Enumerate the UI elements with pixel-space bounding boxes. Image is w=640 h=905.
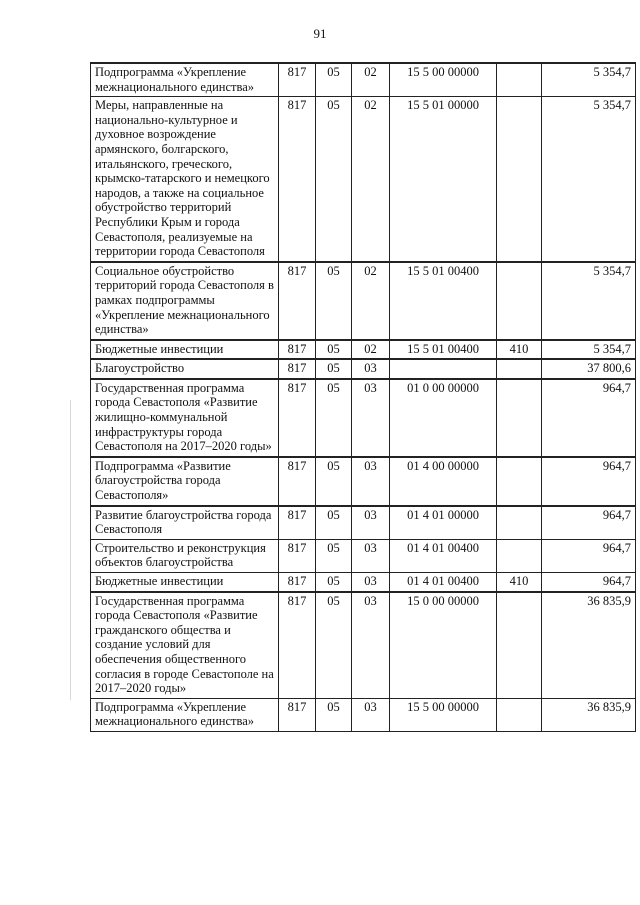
row-vr: 410 — [497, 573, 542, 592]
row-pr: 02 — [352, 262, 390, 340]
table-row — [91, 506, 636, 540]
table-row — [91, 698, 636, 731]
table-row — [91, 63, 636, 97]
row-sum: 964,7 — [542, 457, 636, 506]
row-rz: 05 — [316, 573, 352, 592]
row-rz: 05 — [316, 97, 352, 262]
row-name: Подпрограмма «Развитие благоустройства города Севастополя» — [91, 457, 279, 506]
row-ved: 817 — [279, 262, 316, 340]
table-row — [91, 592, 636, 699]
row-sum: 5 354,7 — [542, 262, 636, 340]
table-row — [91, 340, 636, 360]
row-rz: 05 — [316, 63, 352, 97]
row-pr: 03 — [352, 379, 390, 457]
row-name: Строительство и реконструкция объектов благоустройства — [91, 539, 279, 572]
row-ved: 817 — [279, 379, 316, 457]
row-sum: 964,7 — [542, 506, 636, 540]
row-ved: 817 — [279, 592, 316, 699]
row-name: Благоустройство — [91, 359, 279, 379]
row-ved: 817 — [279, 457, 316, 506]
row-sum: 5 354,7 — [542, 340, 636, 360]
row-pr: 02 — [352, 97, 390, 262]
row-rz: 05 — [316, 379, 352, 457]
row-vr — [497, 698, 542, 731]
table-row — [91, 539, 636, 572]
row-pr: 03 — [352, 457, 390, 506]
row-vr: 410 — [497, 340, 542, 360]
row-name: Государственная программа города Севастополя «Развитие гражданского общества и создание условий для обеспечения общественного согласия в городе Севастополе на 2017–2020 годы» — [91, 592, 279, 699]
row-sum: 964,7 — [542, 573, 636, 592]
table-row — [91, 97, 636, 262]
row-vr — [497, 592, 542, 699]
row-name: Бюджетные инвестиции — [91, 340, 279, 360]
row-csr: 01 4 01 00400 — [390, 539, 497, 572]
row-rz: 05 — [316, 359, 352, 379]
row-vr — [497, 506, 542, 540]
row-pr: 02 — [352, 63, 390, 97]
row-ved: 817 — [279, 340, 316, 360]
row-pr: 03 — [352, 573, 390, 592]
scan-artifact-line — [70, 400, 71, 700]
row-csr: 15 0 00 00000 — [390, 592, 497, 699]
row-name: Социальное обустройство территорий города Севастополя в рамках подпрограммы «Укрепление межнационального единства» — [91, 262, 279, 340]
row-rz: 05 — [316, 457, 352, 506]
row-pr: 02 — [352, 340, 390, 360]
table-row — [91, 359, 636, 379]
row-name: Бюджетные инвестиции — [91, 573, 279, 592]
row-rz: 05 — [316, 698, 352, 731]
row-name: Государственная программа города Севастополя «Развитие жилищно-коммунальной инфраструктуры города Севастополя на 2017–2020 годы» — [91, 379, 279, 457]
row-sum: 964,7 — [542, 379, 636, 457]
row-ved: 817 — [279, 506, 316, 540]
row-name: Меры, направленные на национально-культурное и духовное возрождение армянского, болгарского, итальянского, греческого, крымско-татарского и немецкого народов, а также на социальное обустройство территорий Республики Крым и города Севастополя, реализуемые на территории города Севастополя — [91, 97, 279, 262]
row-sum: 964,7 — [542, 539, 636, 572]
row-sum: 5 354,7 — [542, 63, 636, 97]
row-pr: 03 — [352, 592, 390, 699]
row-vr — [497, 539, 542, 572]
row-ved: 817 — [279, 359, 316, 379]
page-number: 91 — [313, 26, 327, 41]
table-row — [91, 262, 636, 340]
row-csr: 15 5 00 00000 — [390, 63, 497, 97]
table-row — [91, 379, 636, 457]
row-vr — [497, 359, 542, 379]
row-rz: 05 — [316, 592, 352, 699]
row-sum: 37 800,6 — [542, 359, 636, 379]
row-rz: 05 — [316, 262, 352, 340]
row-rz: 05 — [316, 539, 352, 572]
row-name: Подпрограмма «Укрепление межнационального единства» — [91, 63, 279, 97]
table-row — [91, 573, 636, 592]
row-csr: 01 4 01 00000 — [390, 506, 497, 540]
row-pr: 03 — [352, 539, 390, 572]
row-ved: 817 — [279, 63, 316, 97]
row-vr — [497, 63, 542, 97]
row-sum: 36 835,9 — [542, 698, 636, 731]
row-ved: 817 — [279, 97, 316, 262]
row-csr: 01 4 01 00400 — [390, 573, 497, 592]
budget-table — [90, 62, 636, 732]
row-rz: 05 — [316, 340, 352, 360]
row-csr — [390, 359, 497, 379]
row-sum: 5 354,7 — [542, 97, 636, 262]
row-csr: 15 5 01 00400 — [390, 340, 497, 360]
row-csr: 15 5 01 00400 — [390, 262, 497, 340]
row-vr — [497, 97, 542, 262]
row-rz: 05 — [316, 506, 352, 540]
row-vr — [497, 457, 542, 506]
row-csr: 01 0 00 00000 — [390, 379, 497, 457]
row-vr — [497, 262, 542, 340]
row-sum: 36 835,9 — [542, 592, 636, 699]
row-pr: 03 — [352, 359, 390, 379]
row-csr: 01 4 00 00000 — [390, 457, 497, 506]
row-pr: 03 — [352, 698, 390, 731]
row-pr: 03 — [352, 506, 390, 540]
row-ved: 817 — [279, 698, 316, 731]
table-row — [91, 457, 636, 506]
row-name: Развитие благоустройства города Севастополя — [91, 506, 279, 540]
row-ved: 817 — [279, 573, 316, 592]
row-name: Подпрограмма «Укрепление межнационального единства» — [91, 698, 279, 731]
row-csr: 15 5 00 00000 — [390, 698, 497, 731]
row-vr — [497, 379, 542, 457]
row-csr: 15 5 01 00000 — [390, 97, 497, 262]
row-ved: 817 — [279, 539, 316, 572]
